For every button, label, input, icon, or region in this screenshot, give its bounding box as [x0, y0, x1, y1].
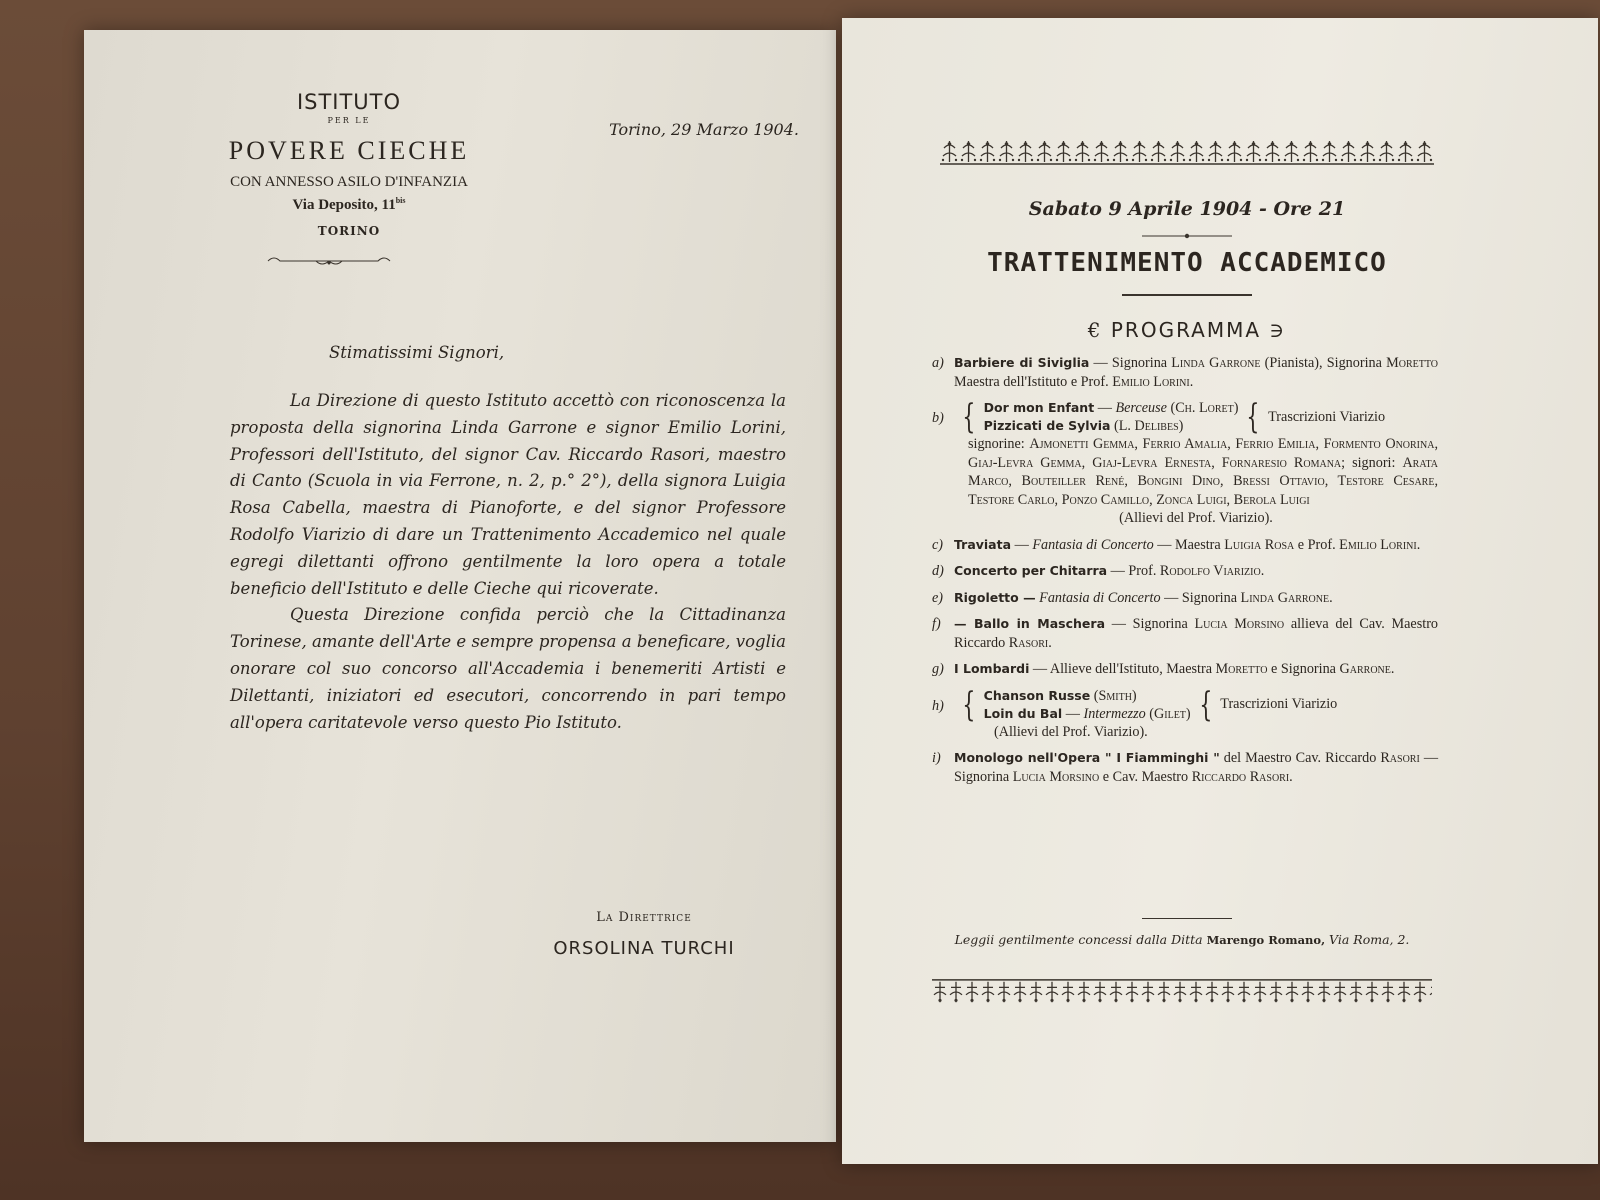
item-label: c) [932, 536, 944, 553]
program-item-g [932, 660, 1438, 679]
item-text: — [1094, 400, 1116, 416]
item-name: Garrone. [1339, 661, 1395, 677]
program-item-f [932, 615, 1438, 652]
item-allievi: (Allievi del Prof. Viarizio). [1119, 510, 1273, 526]
item-text: — [1062, 705, 1084, 722]
brace-right-icon: { [1246, 397, 1260, 437]
item-label: i) [932, 750, 941, 766]
item-label: a) [932, 355, 944, 371]
item-label: h) [932, 697, 944, 714]
bottom-ornament-border [932, 978, 1432, 1006]
item-text: — Maestra [1153, 536, 1225, 553]
item-name: Lucia Morsino [1012, 768, 1100, 785]
credit-text: Via Roma, 2. [1325, 932, 1410, 947]
letter-greeting: Stimatissimi Signori, [329, 343, 505, 362]
small-separator [1142, 232, 1232, 240]
item-name: Emilio Lorini. [1339, 536, 1421, 553]
letter-paragraph-2: Questa Direzione confida perciò che la Cittadinanza Torinese, amante dell'Arte e sempre propensa a beneficare, voglia onorare col suo concorso all'Accademia i benemeriti Artisti e Dilettanti, iniziatori ed esecutori, concorrendo in pari tempo all'opera caritatevole verso questo Pio Istituto. [230, 605, 786, 732]
curl-right-icon: ∋ [1261, 318, 1287, 342]
item-title: I Lombardi [954, 661, 1030, 676]
item-text: e Prof. [1294, 536, 1340, 553]
program-item-c [932, 536, 1438, 555]
program-item-i [932, 749, 1438, 786]
program-heading [1032, 318, 1342, 342]
item-side-note: Trascrizioni Viarizio [1220, 696, 1338, 713]
item-name: Moretto [1215, 661, 1268, 677]
item-text: — Prof. [1107, 563, 1160, 579]
program-heading-text: PROGRAMMA [1110, 318, 1262, 342]
letterhead-line-1: ISTITUTO [296, 90, 402, 114]
event-date: Sabato 9 Aprile 1904 - Ore 21 [1028, 198, 1346, 220]
item-name: Luigia Rosa [1224, 536, 1295, 553]
item-title: Chanson Russe [983, 687, 1091, 703]
letter-body [230, 388, 786, 736]
item-name: Lucia Morsino [1194, 616, 1285, 632]
item-text: signori: [1352, 454, 1403, 471]
title-underline [1122, 294, 1252, 296]
letterhead-address [184, 196, 514, 214]
signature-name: ORSOLINA TURCHI [553, 938, 735, 959]
item-name: Linda Garrone [1171, 355, 1261, 371]
program-list [932, 354, 1438, 794]
item-name: Riccardo Rasori. [1191, 768, 1293, 785]
item-name: Linda Garrone. [1240, 589, 1333, 606]
address-superscript: bis [395, 196, 406, 205]
program-item-a [932, 354, 1438, 391]
item-text: Maestra dell'Istituto e Prof. [954, 373, 1113, 390]
curl-left-icon: € [1087, 318, 1111, 342]
letter-date: Torino, 29 Marzo 1904. [609, 120, 799, 139]
item-name: Emilio Lorini. [1112, 373, 1194, 390]
item-name: Moretto [1386, 355, 1438, 371]
item-title: Concerto per Chitarra [954, 563, 1108, 578]
brace-left-icon: { [962, 684, 976, 725]
event-title: TRATTENIMENTO ACCADEMICO [987, 248, 1387, 278]
item-title: Loin du Bal [983, 705, 1063, 721]
item-name: Rasori. [1008, 634, 1052, 651]
item-pair [954, 684, 1438, 725]
credit-line [922, 932, 1442, 947]
item-label: e) [932, 589, 944, 606]
item-composer: (Ch. Loret) [1166, 400, 1239, 416]
item-label: f) [932, 616, 941, 632]
pair-lines [984, 687, 1191, 723]
item-subtitle: Intermezzo [1083, 705, 1146, 722]
item-title: Barbiere di Siviglia [954, 355, 1090, 370]
item-title: Monologo nell'Opera " I Fiamminghi " [954, 750, 1220, 765]
item-names: Ajmonetti Gemma, Ferrio Amalia, Ferrio Emilia, Formento Onorina, Giaj-Levra Gemma, Giaj-Levra Ernesta, Fornaresio Romana; [968, 436, 1438, 471]
item-label: d) [932, 563, 944, 579]
program-item-h [932, 684, 1438, 742]
item-text: — Signorina [1089, 355, 1172, 371]
item-text: — Signorina [1105, 616, 1195, 632]
credit-separator [1142, 918, 1232, 919]
item-text: e Cav. Maestro [1099, 768, 1192, 785]
item-composer: (Gilet) [1145, 705, 1191, 722]
item-text: (Pianista), Signorina [1260, 355, 1387, 371]
item-title: Dor mon Enfant [983, 400, 1095, 415]
item-title: Rigoletto — [954, 589, 1036, 605]
item-subtitle: Fantasia di Concerto [1035, 589, 1161, 606]
item-text: — [1011, 536, 1033, 553]
letterhead-city: TORINO [317, 224, 381, 238]
credit-text: Leggii gentilmente concessi dalla Ditta [954, 932, 1207, 947]
item-side-note: Trascrizioni Viarizio [1268, 408, 1386, 425]
item-title: Traviata [954, 536, 1012, 552]
item-text: — Allieve dell'Istituto, Maestra [1029, 661, 1216, 677]
item-composer: (Smith) [1090, 687, 1137, 704]
brace-right-icon: { [1198, 684, 1212, 725]
brace-left-icon: { [962, 397, 976, 437]
letterhead-line-2: PER LE [327, 116, 371, 125]
item-label: b) [932, 410, 944, 426]
item-text: e Signorina [1267, 661, 1340, 677]
flourish-ornament [264, 253, 394, 269]
item-text: — Signorina [1160, 589, 1241, 606]
item-pair [954, 399, 1438, 435]
item-text: signorine: [968, 436, 1030, 452]
program-item-d [932, 562, 1438, 581]
item-title: — Ballo in Maschera [954, 616, 1106, 631]
item-composer: (L. Delibes) [1110, 418, 1184, 434]
item-subtitle: Berceuse [1115, 400, 1167, 416]
program-item-b [932, 399, 1438, 528]
signature-role: La Direttrice [596, 910, 692, 925]
item-name: Rodolfo Viarizio. [1159, 563, 1265, 579]
item-text: — Signorina [954, 750, 1439, 785]
letter-paragraph-1: La Direzione di questo Istituto accettò con riconoscenza la proposta della signorina Linda Garrone e signor Emilio Lorini, Professori dell'Istituto, del signor Cav. Riccardo Rasori, maestro di Canto (Scuola in via Ferrone, n. 2, p.° 2°), della signora Luigia Rosa Cabella, maestra di Pianoforte, e del signor Professore Rodolfo Viarizio di dare un Trattenimento Accademico nel quale egregi dilettanti offrono gentilmente la loro opera a totale beneficio dell'Istituto e delle Cieche qui ricoverate. [230, 391, 786, 598]
top-ornament-border [940, 138, 1434, 166]
item-allievi: (Allievi del Prof. Viarizio). [994, 723, 1148, 740]
item-performers [954, 435, 1438, 509]
item-text: allieva del Cav. Maestro Riccardo [954, 616, 1439, 651]
address-text: Via Deposito, 11 [292, 197, 396, 213]
program-sheet [842, 18, 1598, 1164]
letterhead-line-3: POVERE CIECHE [228, 136, 470, 165]
item-text: del Maestro Cav. Riccardo [1219, 750, 1381, 766]
item-title: Pizzicati de Sylvia [983, 418, 1111, 433]
item-subtitle: Fantasia di Concerto [1032, 536, 1154, 553]
item-label: g) [932, 661, 944, 677]
program-item-e [932, 589, 1438, 608]
item-names: Arata Marco, Bouteiller René, Bongini Dino, Bressi Ottavio, Testore Cesare, Testore Carlo, Ponzo Camillo, Zonca Luigi, Berola Luigi [968, 454, 1438, 508]
pair-lines [984, 399, 1239, 435]
item-name: Rasori [1380, 750, 1420, 766]
letterhead-line-4: CON ANNESSO ASILO D'INFANZIA [230, 174, 468, 190]
letter-sheet [84, 30, 836, 1142]
credit-firm: Marengo Romano, [1206, 933, 1326, 947]
